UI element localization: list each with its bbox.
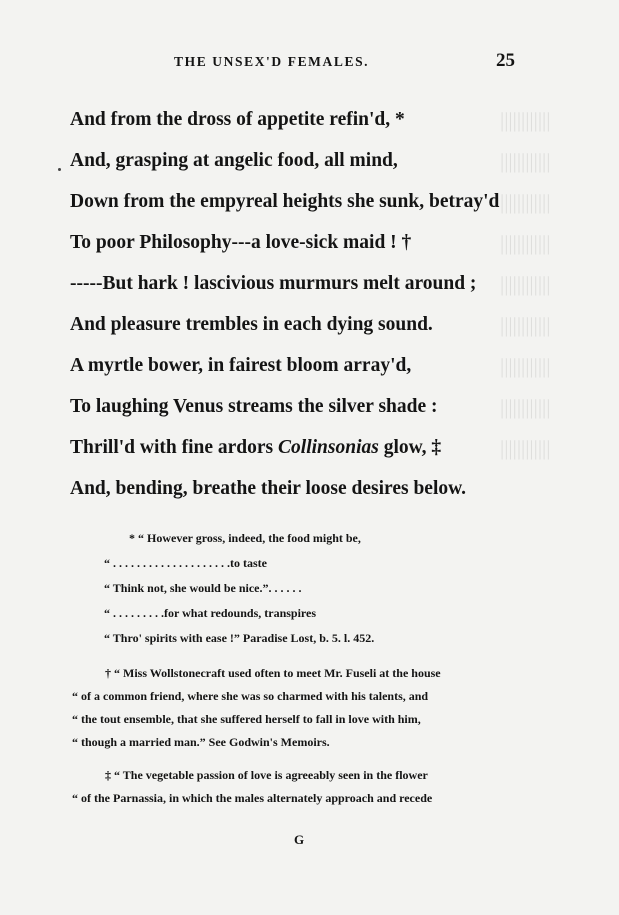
poem-line: And, bending, breathe their loose desires below. — [70, 478, 466, 499]
bleed-through-texture: |||||||||||| |||||||||||| |||||||||||| |||||||||||| |||||||||||| |||||||||||| |||||||||||| |||||||||||| |||||||||||| — [500, 108, 551, 460]
footnote-line: † “ Miss Wollstonecraft used often to meet Mr. Fuseli at the house — [105, 666, 441, 680]
ink-speck — [58, 168, 61, 171]
poem-line-text: Thrill'd with fine ardors — [70, 437, 279, 458]
footnotes — [72, 530, 532, 813]
italic-term-collinsonias: Collinsonias — [278, 437, 379, 458]
poem-line: -----But hark ! lascivious murmurs melt around ; — [70, 273, 477, 294]
poem-line: A myrtle bower, in fairest bloom array'd, — [70, 355, 412, 376]
poem-line: And from the dross of appetite refin'd, * — [70, 109, 405, 130]
footnote-quote-line: * “ However gross, indeed, the food might be, — [129, 531, 361, 545]
poem-line-text: glow, ‡ — [378, 437, 442, 458]
footnote-line: “ though a married man.” See Godwin's Memoirs. — [72, 735, 330, 749]
footnote-dagger — [72, 665, 532, 757]
poem-line: And pleasure trembles in each dying sound. — [70, 314, 433, 335]
running-head: THE UNSEX'D FEMALES. — [174, 54, 370, 69]
poem-line: Down from the empyreal heights she sunk, betray'd — [70, 191, 500, 212]
page-number: 25 — [496, 50, 515, 71]
footnote-quote-line: “ . . . . . . . . . . . . . . . . . . . .to taste — [104, 556, 267, 570]
poem-line: To laughing Venus streams the silver shade : — [70, 396, 438, 417]
footnote-line: ‡ “ The vegetable passion of love is agreeably seen in the flower — [105, 768, 428, 782]
page-header — [0, 52, 619, 74]
footnote-quote-line: “ . . . . . . . . .for what redounds, transpires — [104, 606, 317, 620]
footnote-double-dagger — [72, 767, 532, 813]
signature-mark: G — [294, 832, 305, 847]
footnote-quote-line: “ Think not, she would be nice.”. . . . . . — [104, 581, 302, 595]
footnote-line: “ the tout ensemble, that she suffered herself to fall in love with him, — [72, 712, 421, 726]
footnote-quote-line: “ Thro' spirits with ease !” Paradise Lost, b. 5. l. 452. — [104, 631, 375, 645]
footnote-line: “ of a common friend, where she was so charmed with his talents, and — [72, 689, 429, 703]
poem-line — [70, 433, 540, 474]
poem-text — [70, 105, 540, 515]
poem-line: To poor Philosophy---a love-sick maid ! † — [70, 232, 412, 253]
poem-line: And, grasping at angelic food, all mind, — [70, 150, 398, 171]
footnote-line: “ of the Parnassia, in which the males alternately approach and recede — [72, 791, 433, 805]
